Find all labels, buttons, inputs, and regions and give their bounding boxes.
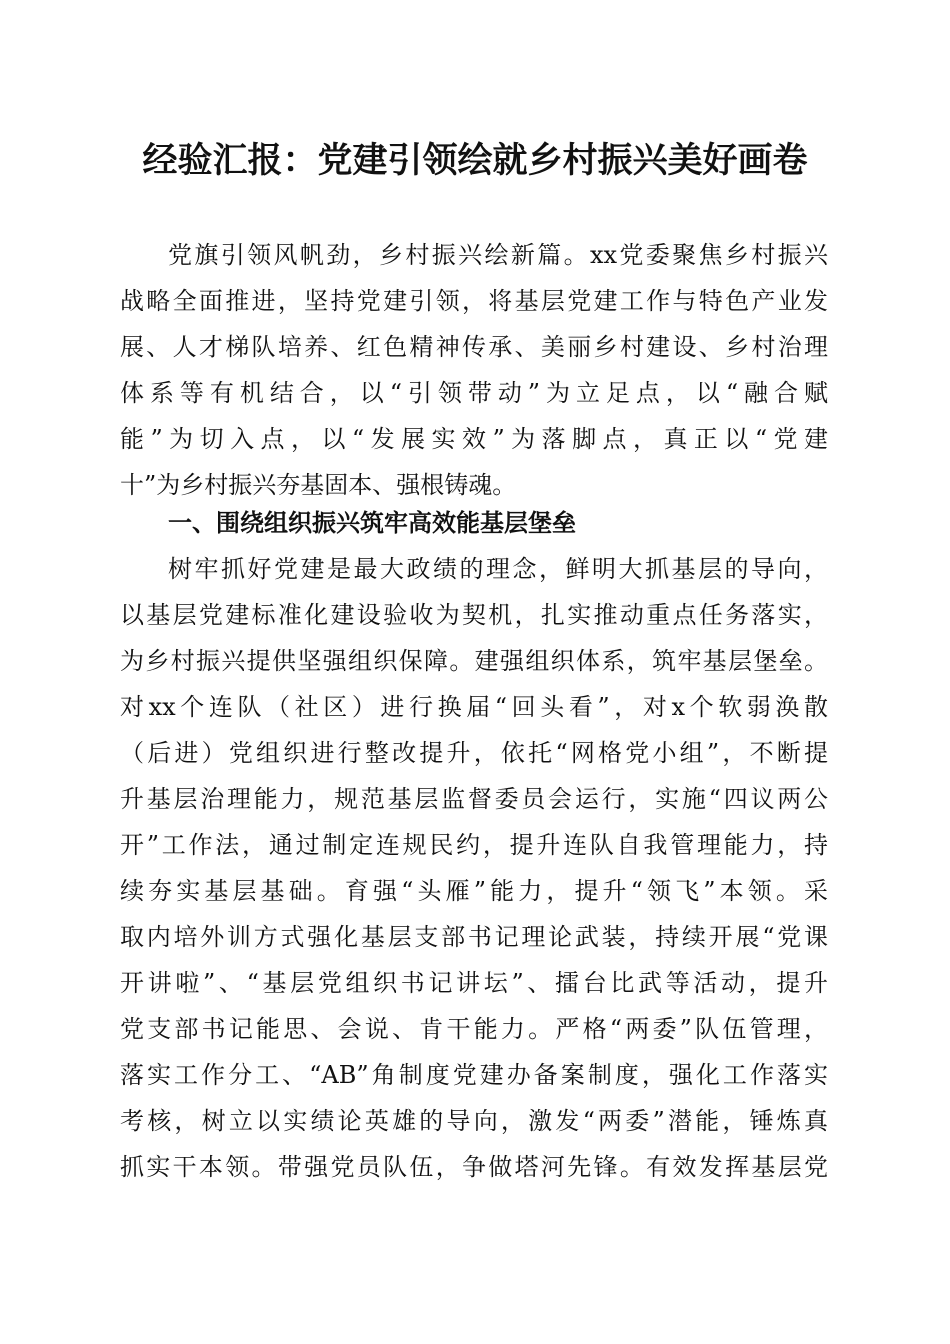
paragraph-line: 升基层治理能力，规范基层监督委员会运行，实施“四议两公 [120, 785, 828, 813]
paragraph-line: 展、人才梯队培养、红色精神传承、美丽乡村建设、乡村治理 [120, 333, 828, 361]
paragraph-line: 取内培外训方式强化基层支部书记理论武装，持续开展“党课 [120, 923, 828, 951]
paragraph-line: （后进）党组织进行整改提升，依托“网格党小组”，不断提 [120, 739, 828, 767]
paragraph-line: 开”工作法，通过制定连规民约，提升连队自我管理能力，持 [120, 831, 828, 859]
paragraph-line: 对xx个连队（社区）进行换届“回头看”，对x个软弱涣散 [120, 693, 828, 721]
paragraph-line: 落实工作分工、“AB”角制度党建办备案制度，强化工作落实 [120, 1061, 828, 1089]
paragraph-line: 能”为切入点，以“发展实效”为落脚点，真正以“党建 [120, 425, 828, 453]
section-heading-block [120, 500, 828, 546]
document-title: 经验汇报：党建引领绘就乡村振兴美好画卷 [142, 140, 808, 181]
paragraph-line: 十”为乡村振兴夯基固本、强根铸魂。 [120, 471, 517, 499]
section-heading: 一、围绕组织振兴筑牢高效能基层堡垒 [168, 509, 576, 537]
section1-paragraph [120, 546, 828, 1190]
paragraph-line: 抓实干本领。带强党员队伍，争做塔河先锋。有效发挥基层党 [120, 1153, 828, 1181]
paragraph-line: 开讲啦”、“基层党组织书记讲坛”、擂台比武等活动，提升 [120, 969, 828, 997]
paragraph-line: 党旗引领风帆劲，乡村振兴绘新篇。xx党委聚焦乡村振兴 [168, 241, 828, 269]
paragraph-line: 战略全面推进，坚持党建引领，将基层党建工作与特色产业发 [120, 287, 828, 315]
paragraph-line: 党支部书记能思、会说、肯干能力。严格“两委”队伍管理， [120, 1015, 828, 1043]
intro-paragraph [120, 232, 828, 508]
paragraph-line: 考核，树立以实绩论英雄的导向，激发“两委”潜能，锤炼真 [120, 1107, 828, 1135]
paragraph-line: 以基层党建标准化建设验收为契机，扎实推动重点任务落实， [120, 601, 828, 629]
paragraph-line: 为乡村振兴提供坚强组织保障。建强组织体系，筑牢基层堡垒。 [120, 647, 828, 675]
paragraph-line: 体系等有机结合，以“引领带动”为立足点，以“融合赋 [120, 379, 828, 407]
paragraph-line: 树牢抓好党建是最大政绩的理念，鲜明大抓基层的导向， [168, 555, 828, 583]
paragraph-line: 续夯实基层基础。育强“头雁”能力，提升“领飞”本领。采 [120, 877, 828, 905]
